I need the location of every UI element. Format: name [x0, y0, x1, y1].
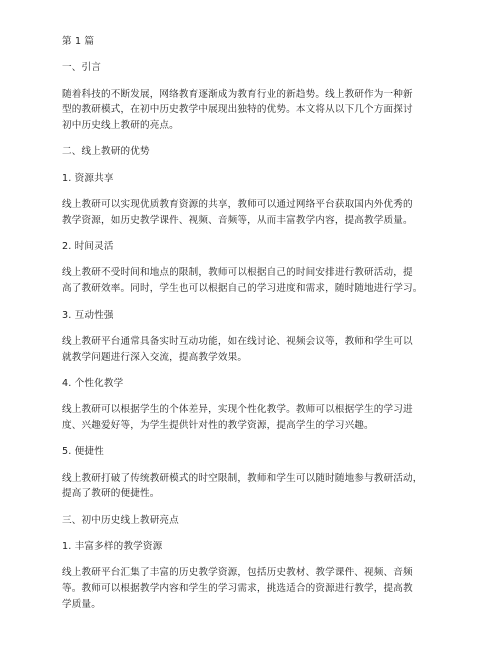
subheading-rich-resources: 1. 丰富多样的教学资源	[62, 541, 163, 553]
paragraph-line: 线上教研可以根据学生的个体差异，实现个性化教学。教师可以根据学生的学习进	[62, 404, 413, 416]
document-page	[62, 34, 442, 613]
subheading-convenience: 5. 便捷性	[62, 446, 104, 458]
section-heading-intro: 一、引言	[62, 62, 101, 74]
paragraph-line: 线上教研可以实现优质教育资源的共享，教师可以通过网络平台获取国内外优秀的	[62, 199, 413, 211]
paragraph-convenience	[62, 471, 442, 503]
part-title: 第 1 篇	[62, 36, 95, 47]
subheading-personalized-teaching: 4. 个性化教学	[62, 377, 124, 389]
paragraph-line: 随着科技的不断发展，网络教育逐渐成为教育行业的新趋势。线上教研作为一种新	[62, 88, 413, 100]
paragraph-line: 线上教研打破了传统教研模式的时空限制，教师和学生可以随时随地参与教研活动，	[62, 472, 423, 484]
section-heading-highlights: 三、初中历史线上教研亮点	[62, 514, 179, 526]
paragraph-line: 线上教研不受时间和地点的限制，教师可以根据自己的时间安排进行教研活动，提	[62, 267, 413, 279]
paragraph-line: 度、兴趣爱好等，为学生提供针对性的教学资源，提高学生的学习兴趣。	[62, 420, 374, 432]
paragraph-personalized-teaching	[62, 402, 442, 434]
paragraph-line: 提高了教研的便捷性。	[62, 488, 160, 500]
subheading-interactivity: 3. 互动性强	[62, 309, 114, 321]
paragraph-line: 教学资源，如历史教学课件、视频、音频等，从而丰富教学内容，提高教学质量。	[62, 214, 413, 226]
paragraph-line: 线上教研平台通常具备实时互动功能，如在线讨论、视频会议等，教师和学生可以	[62, 335, 413, 347]
paragraph-resource-sharing	[62, 197, 442, 229]
paragraph-line: 就教学问题进行深入交流，提高教学效果。	[62, 351, 248, 363]
paragraph-line: 初中历史线上教研的亮点。	[62, 120, 179, 132]
paragraph-flexible-time	[62, 265, 442, 297]
paragraph-intro	[62, 87, 442, 134]
subheading-flexible-time: 2. 时间灵活	[62, 241, 114, 253]
subheading-resource-sharing: 1. 资源共享	[62, 172, 114, 184]
paragraph-interactivity	[62, 334, 442, 366]
paragraph-rich-resources	[62, 565, 442, 612]
paragraph-line: 型的教研模式，在初中历史教学中展现出独特的优势。本文将从以下几个方面探讨	[62, 104, 413, 116]
paragraph-line: 高了教研效率。同时，学生也可以根据自己的学习进度和需求，随时随地进行学习。	[62, 283, 423, 295]
section-heading-advantages: 二、线上教研的优势	[62, 146, 150, 158]
paragraph-line: 学质量。	[62, 598, 101, 610]
paragraph-line: 等。教师可以根据教学内容和学生的学习需求，挑选适合的资源进行教学，提高教	[62, 583, 413, 595]
paragraph-line: 线上教研平台汇集了丰富的历史教学资源，包括历史教材、教学课件、视频、音频	[62, 567, 413, 579]
